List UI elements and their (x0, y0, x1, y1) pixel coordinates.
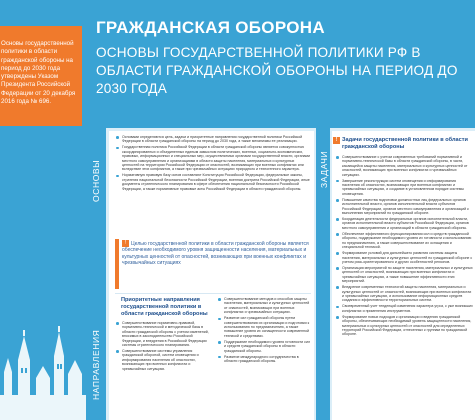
list-item: Завершение реконструкции систем оповещения и информирования населения об опасностях, возникающих при военных конфликтах и чрезвычайных ситуациях, и создание в установленном порядке системы оповещения. (335, 179, 473, 197)
intro-text: Основы государственной политики в области гражданской обороны на период до 2030 года утверждены Указом Президента Российской Федерации от 20 декабря 2016 года № 696. (1, 40, 76, 106)
kremlin-skyline-image (0, 300, 86, 420)
directions-heading: Приоритетные направления государственной политики в области гражданской обороны (121, 297, 208, 317)
right-column (332, 131, 475, 420)
directions-list-1 (115, 321, 213, 373)
list-item: Совершенствование методов и способов защиты населения, материальных и культурных ценностей от опасностей, возникающих при военных конфликтах и чрезвычайных ситуациях. (217, 297, 313, 315)
divider (115, 293, 311, 294)
list-item: Внедрение современных технологий защиты населения, материальных и культурных ценностей от опасностей, возникающих при военных конфликтах и чрезвычайных ситуациях, и использование информационных средств создания и эффективности территориальных систем. (335, 285, 473, 303)
aim-accent-bar (115, 239, 119, 289)
list-item: Повышение качества подготовки должностных лиц федеральных органов исполнительной власти, органов исполнительной власти субъектов Российской Федерации, органов местного самоуправления и организаций к выполнению мероприятий по гражданской обороне. (335, 198, 473, 216)
policy-aim (122, 240, 312, 267)
list-item: Организация мероприятий по защите населения, материальных и культурных ценностей от опасностей, возникающих при военных конфликтах и чрезвычайных ситуациях, а также повышение эффективности этих мероприятий. (335, 266, 473, 284)
section-label-tasks: ЗАДАЧИ (319, 150, 329, 188)
page-subtitle: ОСНОВЫ ГОСУДАРСТВЕННОЙ ПОЛИТИКИ РФ В ОБЛАСТИ ГРАЖДАНСКОЙ ОБОРОНЫ НА ПЕРИОД ДО 2030 ГОДА (96, 45, 458, 96)
tasks-list (335, 155, 473, 338)
section-strip-left (86, 128, 106, 420)
list-item: Развитие сил гражданской обороны путем совершенствования их организации и подготовки к использованию по предназначению, а также повышение уровня их оснащенности современной техникой и средствами. (217, 316, 313, 338)
list-item: Совершенствование с учетом современных требований нормативной и нормативно-технической базы в области гражданской обороны, в части, касающейся защиты населения, материальных и культурных ценностей от опасностей, возникающих при военных конфликтах и чрезвычайных ситуациях. (335, 155, 473, 177)
list-item: Формирование новых подходов к организации и ведению гражданской обороны, обеспечивающих необходимый уровень защищенности населения, материальных и культурных ценностей от опасностей для определенных территорий Российской Федерации, отнесенных к группам по гражданской обороне. (335, 315, 473, 337)
warning-icon: ! (122, 240, 129, 247)
tasks-heading (335, 137, 472, 151)
center-column (109, 131, 314, 420)
basics-list (115, 135, 311, 193)
header-band (86, 0, 475, 128)
page-title: ГРАЖДАНСКАЯ ОБОРОНА (96, 18, 325, 37)
directions-list-2 (217, 297, 313, 365)
list-item: Формирование условий для дальнейшего развития системы защиты населения, материальных и культурных ценностей по гражданской обороне с учетом риск-ориентированного и других особенностей регионов. (335, 251, 473, 264)
list-item: Совершенствование системы управления гражданской обороной, систем оповещения и информирования населения об опасностях, возникающих при военных конфликтах и чрезвычайных ситуациях. (115, 349, 213, 371)
list-item: Нормативную правовую базу основ составляют Конституция Российской Федерации, федеральные законы, стратегия национальной безопасности Российской Федерации, военная доктрина Российской Федерации, иные документы стратегического планирования в сфере обеспечения национальной безопасности Российской Федерации, а также нормативные правовые акты Российской Федерации в области гражданской обороны. (115, 173, 311, 191)
list-item: Основами определяются цель, задачи и приоритетные направления государственной политики Российской Федерации в области гражданской обороны на период до 2030 года, а также механизмы ее реализации. (115, 135, 311, 144)
list-item: Государственная политика Российской Федерации в области гражданской обороны является совокупностью скоординированных и объединенных единым замыслом политических, военных, социально-экономических, правовых, информационных и специальных мер, осуществляемых органами государственной власти, органами местного самоуправления и организациями в области защиты населения, материальных и культурных ценностей на территории Российской Федерации от опасностей, возникающих при военных конфликтах или вследствие этих конфликтов, а также при чрезвычайных ситуациях природного и техногенного характера. (115, 145, 311, 171)
warning-icon: ! (333, 137, 340, 144)
list-item: Совершенствование нормативно-правовой, нормативно-технической и методической базы в области гражданской обороны с учетом изменений, вносимых в законодательство Российской Федерации, и внедрения в Российской Федерации системы стратегического планирования. (115, 321, 213, 347)
list-item: Развитие международного сотрудничества в области гражданской обороны. (217, 355, 313, 364)
policy-aim-text: Целью государственной политики в области гражданской обороны является обеспечение необходимого уровня защищенности населения, материальных и культурных ценностей от опасностей, возникающих при военных конфликтах и чрезвычайных ситуациях (122, 240, 309, 267)
section-label-directions: НАПРАВЛЕНИЯ (91, 329, 101, 400)
left-column (0, 0, 86, 420)
tasks-heading-text: Задачи государственной политики в области гражданской обороны (342, 137, 468, 150)
list-item: Поддержание необходимого уровня готовности сил и средств гражданской обороны в области гражданской обороны. (217, 340, 313, 353)
section-label-basics: ОСНОВЫ (91, 159, 101, 202)
section-strip-right (316, 128, 330, 420)
list-item: Своевременный учет тенденций изменения характера угроз, с уже возникших конфликтах и применения инструментов. (335, 304, 473, 313)
list-item: Обеспечение эффективного функционирования сил и средств гражданской обороны, поддержание необходимого уровня их готовности к использованию по предназначению, а также совершенствование их оснащения и специальной техникой. (335, 232, 473, 250)
list-item: Координация деятельности федеральных органов исполнительной власти, органов исполнительной власти субъектов Российской Федерации, органов местного самоуправления и организаций в области гражданской обороны. (335, 217, 473, 230)
